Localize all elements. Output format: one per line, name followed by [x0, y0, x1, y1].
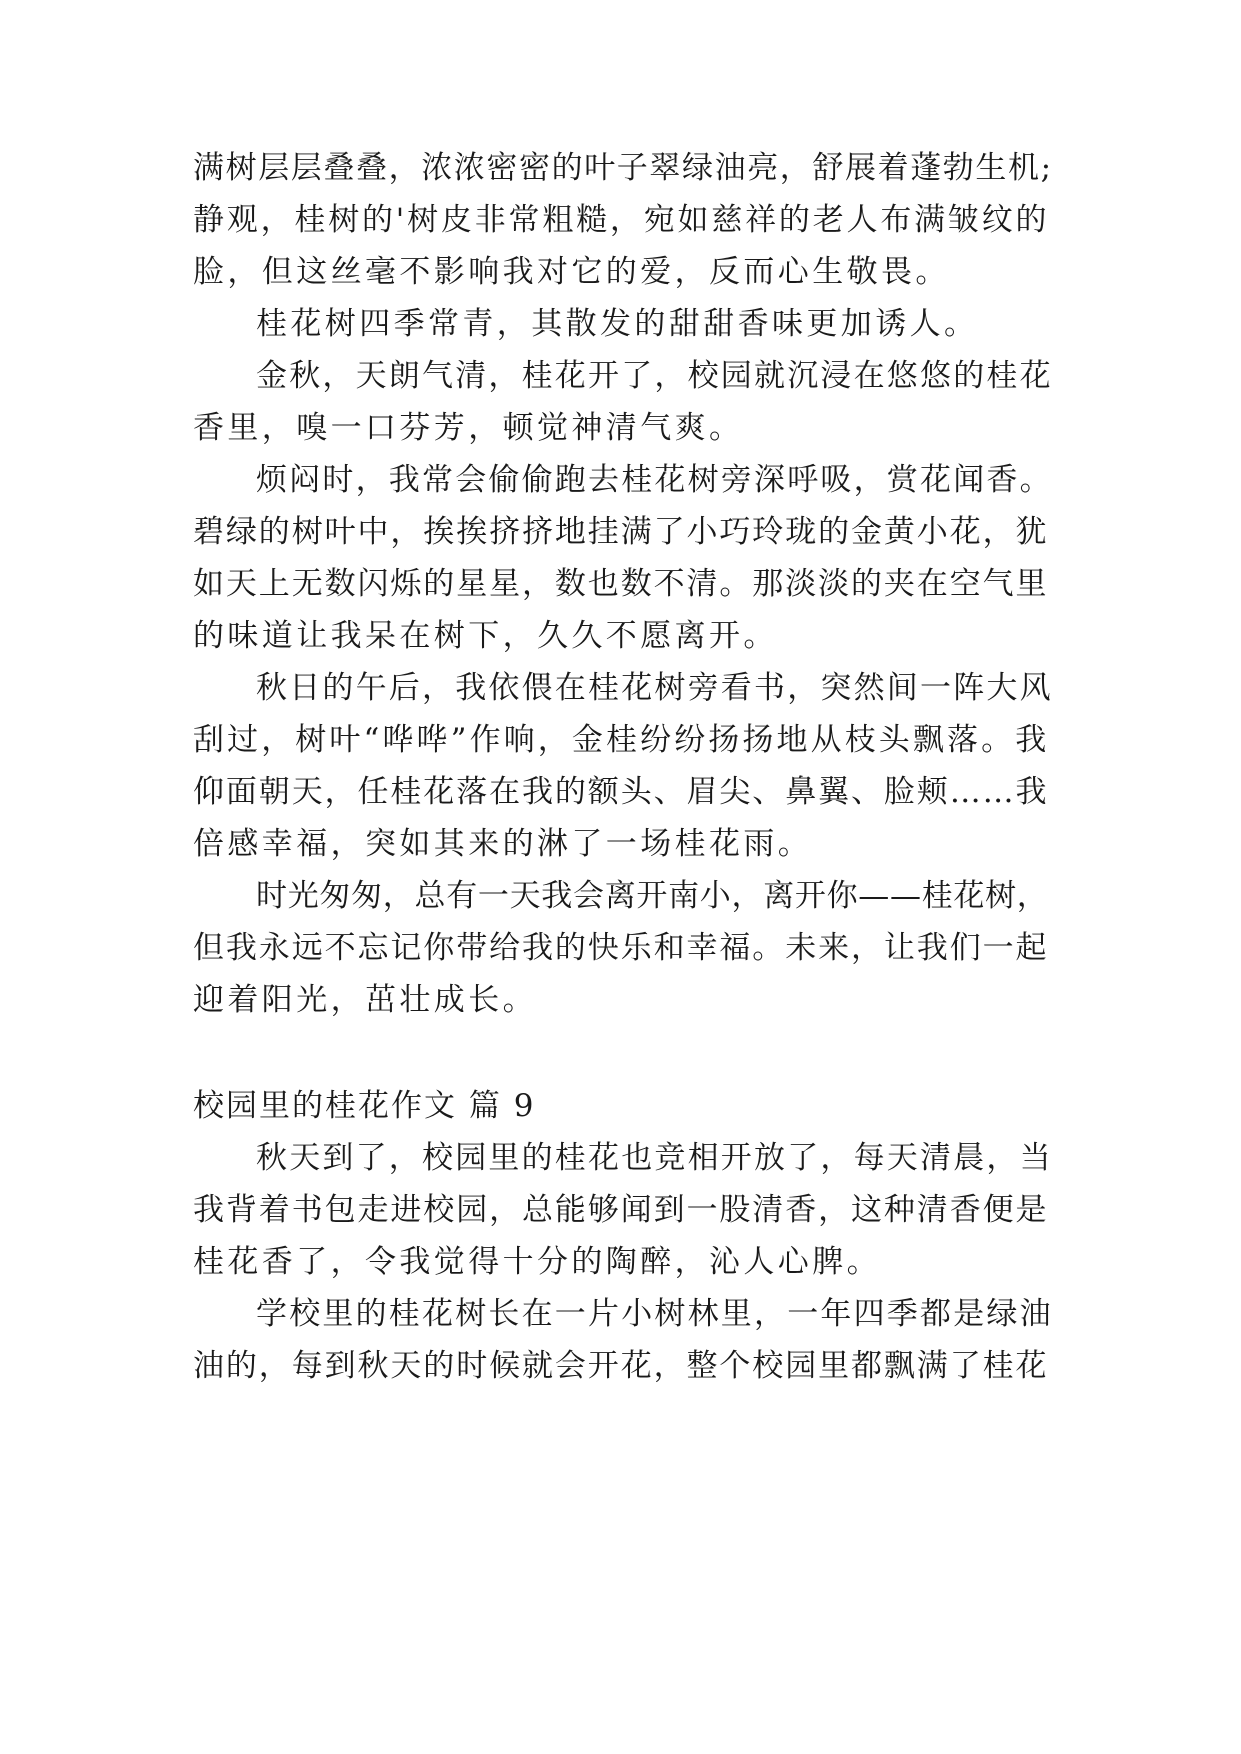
text-line: 如天上无数闪烁的星星，数也数不清。那淡淡的夹在空气里	[193, 566, 1049, 602]
text-line: 仰面朝天，任桂花落在我的额头、眉尖、鼻翼、脸颊……我	[193, 774, 1049, 810]
text-line: 静观，桂树的'树皮非常粗糙，宛如慈祥的老人布满皱纹的	[193, 202, 1050, 238]
text-line: 我背着书包走进校园，总能够闻到一股清香，这种清香便是	[193, 1192, 1049, 1228]
paragraph-first-line: 金秋，天朗气清，桂花开了，校园就沉浸在悠悠的桂花	[256, 358, 1053, 394]
text-line: 香里，嗅一口芬芳，顿觉神清气爽。	[193, 410, 744, 446]
paragraph-first-line: 时光匆匆，总有一天我会离开南小，离开你——桂花树，	[256, 878, 1049, 914]
paragraph-first-line: 烦闷时，我常会偷偷跑去桂花树旁深呼吸，赏花闻香。	[256, 462, 1053, 498]
text-line: 满树层层叠叠，浓浓密密的叶子翠绿油亮，舒展着蓬勃生机;	[193, 150, 1053, 186]
text-line: 的味道让我呆在树下，久久不愿离开。	[193, 618, 778, 654]
paragraph-first-line: 学校里的桂花树长在一片小树林里，一年四季都是绿油	[256, 1296, 1053, 1332]
text-line: 迎着阳光，茁壮成长。	[193, 982, 537, 1018]
text-line: 脸，但这丝毫不影响我对它的爱，反而心生敬畏。	[193, 254, 950, 290]
text-line: 刮过，树叶“哗哗”作响，金桂纷纷扬扬地从枝头飘落。我	[193, 722, 1050, 758]
text-line: 碧绿的树叶中，挨挨挤挤地挂满了小巧玲珑的金黄小花，犹	[193, 514, 1049, 550]
paragraph-first-line: 秋天到了，校园里的桂花也竞相开放了，每天清晨，当	[256, 1140, 1053, 1176]
text-line: 桂花香了，令我觉得十分的陶醉，沁人心脾。	[193, 1244, 881, 1280]
text-line: 油的，每到秋天的时候就会开花，整个校园里都飘满了桂花	[193, 1348, 1049, 1384]
text-line: 但我永远不忘记你带给我的快乐和幸福。未来，让我们一起	[193, 930, 1049, 966]
paragraph-first-line: 秋日的午后，我依偎在桂花树旁看书，突然间一阵大风	[256, 670, 1053, 706]
text-line: 倍感幸福，突如其来的淋了一场桂花雨。	[193, 826, 813, 862]
paragraph-first-line: 桂花树四季常青，其散发的甜甜香味更加诱人。	[256, 306, 979, 342]
section-heading: 校园里的桂花作文 篇 9	[193, 1088, 536, 1124]
